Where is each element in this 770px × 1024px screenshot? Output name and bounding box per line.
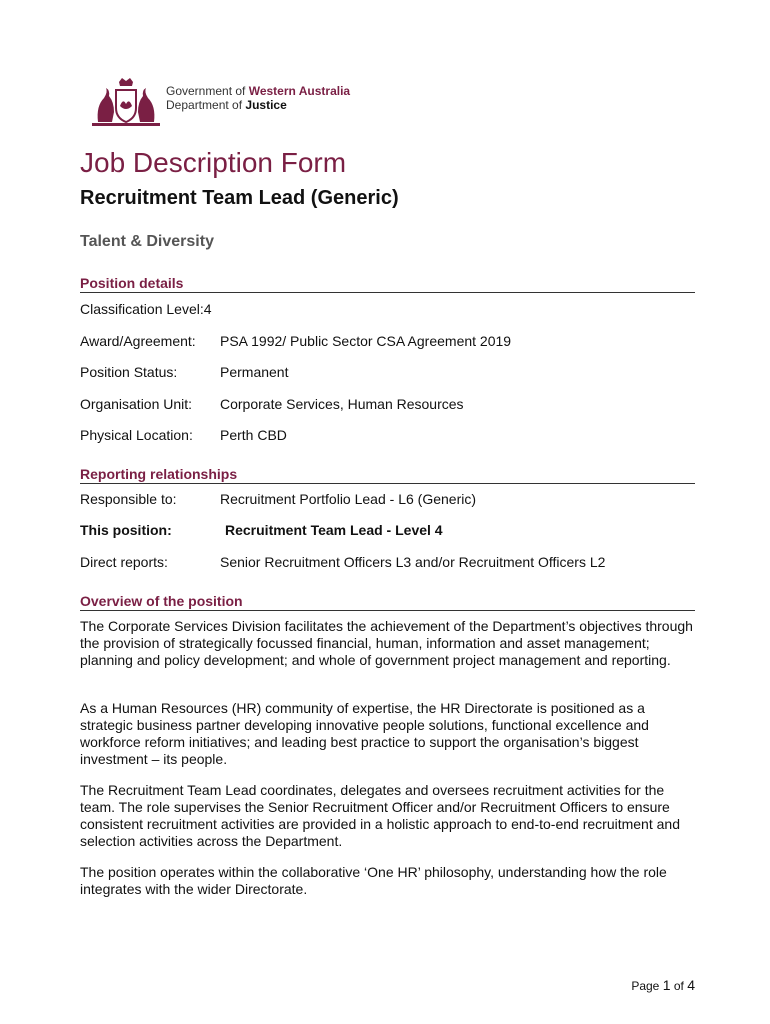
overview-paragraph: The Recruitment Team Lead coordinates, delegates and oversees recruitment activities for the team. The role supervises the Senior Recruitment Officer and/or Recruitment Officers to ensure consistent recruitment activities are provided in a holistic approach to end-to-end recruitment and selection activities across the Department. bbox=[80, 782, 680, 849]
department-name: Justice bbox=[245, 98, 287, 112]
of-label: of bbox=[673, 979, 684, 993]
government-state: Western Australia bbox=[248, 84, 351, 98]
government-prefix: Government of bbox=[166, 84, 246, 98]
responsible-to-row bbox=[80, 491, 476, 507]
row-value: Corporate Services, Human Resources bbox=[220, 396, 464, 412]
row-label: Physical Location: bbox=[80, 427, 193, 443]
organisation-unit-row bbox=[80, 396, 464, 412]
header bbox=[90, 74, 410, 134]
government-name bbox=[166, 84, 350, 112]
award-row bbox=[80, 333, 511, 349]
row-value: Recruitment Team Lead - Level 4 bbox=[225, 522, 443, 538]
row-value: PSA 1992/ Public Sector CSA Agreement 2019 bbox=[220, 333, 512, 349]
row-value: Perth CBD bbox=[220, 427, 287, 443]
job-title: Recruitment Team Lead (Generic) bbox=[80, 187, 399, 209]
this-position-row bbox=[80, 522, 443, 538]
row-value: Permanent bbox=[220, 364, 289, 380]
page-number bbox=[631, 977, 695, 993]
row-label: This position: bbox=[80, 522, 172, 538]
location-row bbox=[80, 427, 287, 443]
department-prefix: Department of bbox=[166, 98, 243, 112]
status-row bbox=[80, 364, 288, 380]
row-value: Senior Recruitment Officers L3 and/or Recruitment Officers L2 bbox=[220, 554, 606, 570]
coat-of-arms-icon bbox=[90, 76, 162, 130]
row-label: Organisation Unit: bbox=[80, 396, 193, 412]
row-label: Responsible to: bbox=[80, 491, 177, 507]
row-label: Position Status: bbox=[80, 364, 178, 380]
current-page: 1 bbox=[662, 977, 671, 993]
page-label: Page bbox=[631, 979, 660, 993]
overview-heading: Overview of the position bbox=[80, 593, 695, 611]
row-value: 4 bbox=[203, 301, 212, 317]
overview-paragraph: The position operates within the collaborative ‘One HR’ philosophy, understanding how the role integrates with the wider Directorate. bbox=[80, 864, 667, 897]
reporting-heading: Reporting relationships bbox=[80, 466, 695, 484]
government-line bbox=[166, 84, 350, 98]
position-details-heading: Position details bbox=[80, 275, 695, 293]
form-title: Job Description Form bbox=[80, 147, 347, 178]
overview-paragraph: As a Human Resources (HR) community of expertise, the HR Directorate is positioned as a strategic business partner developing innovative people solutions, functional excellence and workforce reform initiatives; and leading best practice to support the organisation’s biggest investment – its people. bbox=[80, 700, 649, 767]
team-name: Talent & Diversity bbox=[80, 233, 214, 250]
classification-row bbox=[80, 301, 212, 317]
overview-paragraph: The Corporate Services Division facilitates the achievement of the Department’s objectives through the provision of strategically focussed financial, human, information and asset management; planning and policy development; and whole of government project management and reporting. bbox=[80, 618, 693, 668]
direct-reports-row bbox=[80, 554, 605, 570]
row-label: Classification Level: bbox=[80, 301, 204, 317]
department-line bbox=[166, 98, 350, 112]
row-value: Recruitment Portfolio Lead - L6 (Generic) bbox=[220, 491, 476, 507]
row-label: Award/Agreement: bbox=[80, 333, 196, 349]
total-pages: 4 bbox=[687, 977, 695, 993]
row-label: Direct reports: bbox=[80, 554, 168, 570]
